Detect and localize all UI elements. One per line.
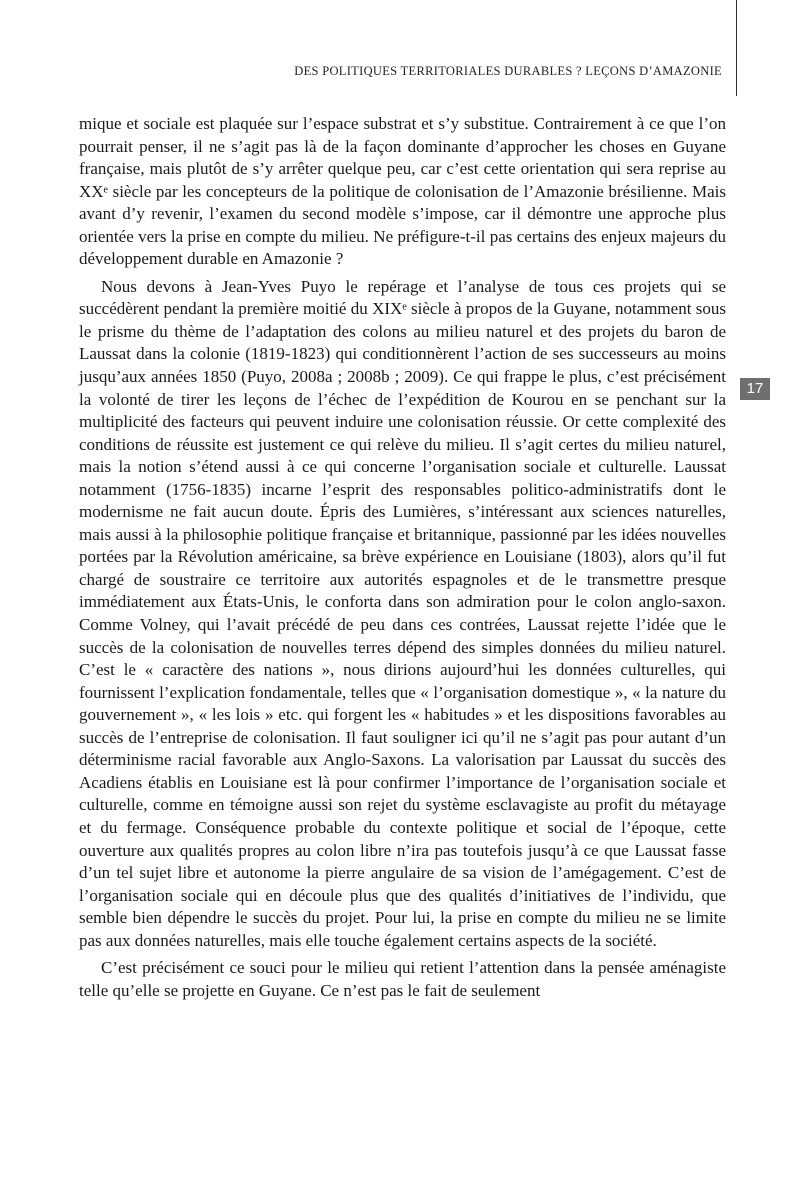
body-text — [79, 113, 726, 1002]
paragraph-3: C’est précisément ce souci pour le milieu qui retient l’attention dans la pensée aménagiste telle qu’elle se projette en Guyane. Ce n’est pas le fait de seulement — [79, 958, 726, 1000]
running-header: DES POLITIQUES TERRITORIALES DURABLES ? LEÇONS D’AMAZONIE — [294, 64, 722, 78]
paragraph-2: Nous devons à Jean-Yves Puyo le repérage et l’analyse de tous ces projets qui se succédèrent pendant la première moitié du XIXᵉ siècle à propos de la Guyane, notamment sous le prisme du thème de l’adaptation des colons au milieu naturel et des projets du baron de Laussat dans la colonie (1819-1823) qui conditionnèrent l’action de ses successeurs au moins jusqu’aux années 1850 (Puyo, 2008a ; 2008b ; 2009). Ce qui frappe le plus, c’est précisément la volonté de tirer les leçons de l’échec de l’expédition de Kourou en se penchant sur la multiplicité des facteurs qui peuvent induire une colonisation réussie. Or cette complexité des conditions de réussite est justement ce qui relève du milieu. Il s’agit certes du milieu naturel, mais la notion s’étend aussi à ce qui concerne l’organisation sociale et culturelle. Laussat notamment (1756-1835) incarne l’esprit des responsables politico-administratifs dont le modernisme ne fait aucun doute. Épris des Lumières, s’intéressant aux sciences naturelles, mais aussi à la philosophie politique française et britannique, passionné par les idées nouvelles portées par la Révolution américaine, sa brève expérience en Louisiane (1803), alors qu’il fut chargé de soustraire ce territoire aux autorités espagnoles et de le transmettre presque immédiatement aux États-Unis, le conforta dans son admiration pour le colon anglo-saxon. Comme Volney, qui l’avait précédé de peu dans ces contrées, Laussat rejette l’idée que le succès de la colonisation de nouvelles terres dépend des simples données du milieu naturel. C’est le « caractère des nations », nous dirions aujourd’hui les données culturelles, qui fournissent l’explication fondamentale, telles que « l’organisation domestique », « la nature du gouvernement », « les lois » etc. qui forgent les « habitudes » et les dispositions favorables au succès de l’entreprise de colonisation. Il faut souligner ici qu’il ne s’agit pas pour autant d’un déterminisme racial favorable aux Anglo-Saxons. La valorisation par Laussat du succès des Acadiens établis en Louisiane est là pour confirmer l’importance de l’organisation sociale et culturelle, comme en témoigne aussi son rejet du système esclavagiste au profit du métayage et du fermage. Conséquence probable du contexte politique et social de l’époque, cette ouverture aux qualités propres au colon libre n’ira pas toutefois jusqu’à ce que Laussat fasse d’un tel sujet libre et autonome la pierre angulaire de sa vision de l’amégagement. C’est de l’organisation sociale qui en découle plus que des qualités d’initiatives de l’individu, que semble bien dépendre le succès du projet. Pour lui, la prise en compte du milieu ne se limite pas aux données naturelles, mais elle touche également certains aspects de la société. — [79, 276, 726, 950]
margin-rule — [736, 0, 737, 96]
paragraph-1: mique et sociale est plaquée sur l’espace substrat et s’y substitue. Contrairement à ce que l’on pourrait penser, il ne s’agit pas là de la façon dominante d’approcher les choses en Guyane française, mais plutôt de s’y arrêter quelque peu, car c’est cette orientation qui sera reprise au XXᵉ siècle par les concepteurs de la politique de colonisation de l’Amazonie brésilienne. Mais avant d’y revenir, l’examen du second modèle s’impose, car il démontre une approche plus orientée vers la prise en compte du milieu. Ne préfigure-t-il pas certains des enjeux majeurs du développement durable en Amazonie ? — [79, 114, 726, 269]
page-number-badge: 17 — [740, 378, 770, 400]
